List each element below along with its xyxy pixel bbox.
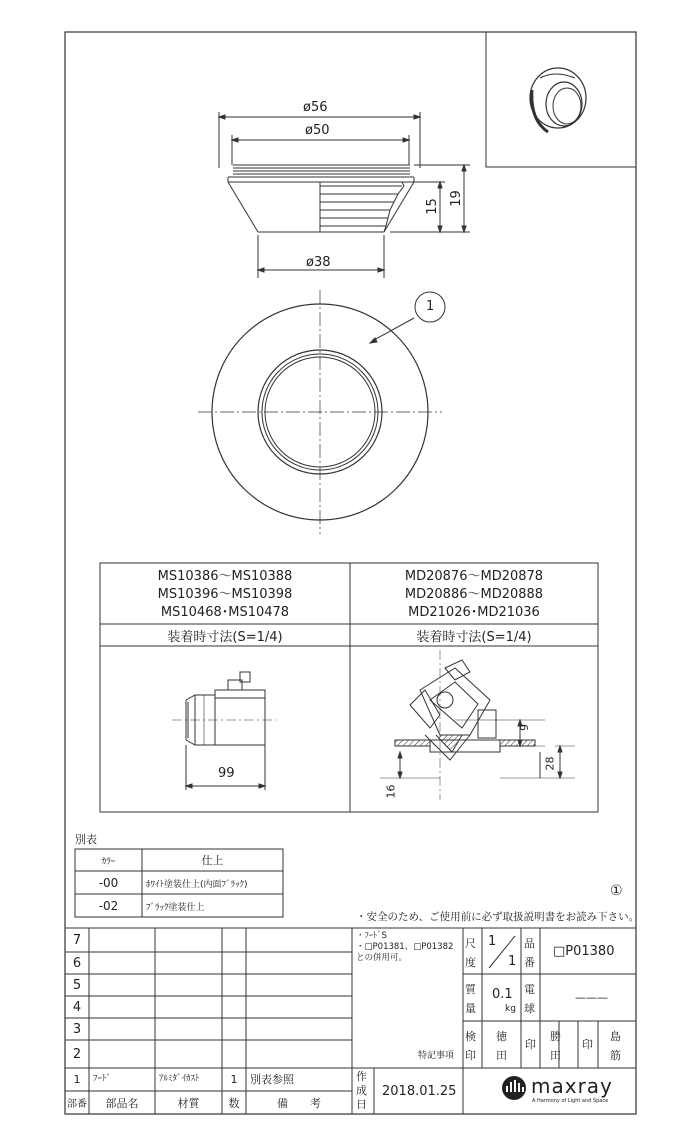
left-model-list — [100, 568, 350, 622]
header-remarks: 備 考 — [277, 1096, 321, 1110]
mass-unit: kg — [505, 1004, 516, 1014]
drawn-label-2: 成 — [356, 1084, 367, 1097]
scale-label — [465, 934, 476, 972]
part-remarks: 別表参照 — [250, 1073, 294, 1086]
appendix-finish-2: ﾌﾞﾗｯｸ塗装仕上 — [146, 903, 205, 913]
right-model-3: MD21026･MD21036 — [408, 605, 540, 620]
drawn-label-3: 日 — [356, 1098, 367, 1111]
iso-view-frame — [486, 32, 636, 167]
product-no-label — [524, 934, 535, 972]
mass-label-1: 質 — [465, 983, 476, 996]
row-number-2: 2 — [72, 1046, 82, 1062]
note-line-2: ・□P01381、□P01382 — [356, 942, 454, 952]
left-model-2: MS10396～MS10398 — [157, 587, 293, 602]
dim-inner-diameter: ø38 — [306, 255, 331, 270]
dim-outer-diameter: ø56 — [303, 100, 328, 115]
appendix-finish-1: ﾎﾜｲﾄ塗装仕上(内面ﾌﾞﾗｯｸ) — [146, 880, 248, 890]
approver-1 — [496, 1027, 507, 1065]
mass-value: 0.1 — [492, 987, 513, 1002]
special-notes-label: 特記事項 — [418, 1051, 455, 1061]
right-install-dim-c: 16 — [384, 784, 398, 799]
row-number-4: 4 — [72, 999, 82, 1015]
approver-2-line-1: 勝 — [550, 1030, 561, 1043]
right-install-dim-a: 9 — [518, 724, 531, 731]
right-model-1: MD20876～MD20878 — [404, 569, 544, 584]
bulb-label-1: 電 — [524, 983, 535, 996]
appendix-code-2: -02 — [98, 898, 119, 913]
product-number: □P01380 — [553, 944, 615, 959]
right-heading: 装着時寸法(S=1/4) — [416, 629, 532, 645]
mass-label — [465, 980, 476, 1018]
approver-1-line-2: 田 — [496, 1049, 507, 1062]
left-heading: 装着時寸法(S=1/4) — [167, 629, 283, 645]
part-no: 1 — [73, 1073, 81, 1086]
row-number-5: 5 — [72, 977, 82, 993]
brand-logo-mark — [502, 1076, 526, 1100]
check-label-2: 印 — [465, 1049, 476, 1062]
revision-mark: ① — [610, 883, 623, 899]
stamp-2: 印 — [582, 1038, 593, 1051]
iso-ring-view — [530, 68, 586, 132]
part-material: ｱﾙﾐﾀﾞｲｶｽﾄ — [159, 1074, 200, 1084]
side-view — [219, 112, 470, 278]
plan-view — [198, 290, 445, 534]
bulb-label — [524, 980, 535, 1018]
approver-3-line-2: 筋 — [610, 1049, 621, 1062]
header-no: 部番 — [67, 1099, 87, 1110]
dim-height-inner: 15 — [424, 198, 440, 215]
header-name: 部品名 — [105, 1096, 139, 1110]
approver-3 — [610, 1027, 621, 1065]
right-install-dim-b: 28 — [543, 756, 557, 771]
appendix-col-color: ｶﾗｰ — [101, 856, 116, 867]
scale-label-2: 度 — [465, 956, 476, 969]
approver-3-line-1: 島 — [610, 1030, 621, 1043]
drawn-label-1: 作 — [356, 1070, 367, 1083]
approver-2-line-2: 田 — [550, 1049, 561, 1062]
brand-tagline: A Harmony of Light and Space — [532, 1098, 609, 1104]
check-label — [465, 1027, 476, 1065]
appendix-title: 別表 — [75, 833, 97, 846]
bulb-label-2: 球 — [524, 1002, 535, 1015]
right-install-figure — [380, 650, 575, 800]
dim-mid-diameter: ø50 — [305, 123, 330, 138]
mass-label-2: 量 — [465, 1002, 476, 1015]
scale-numerator: 1 — [488, 934, 497, 949]
safety-note: ・安全のため、ご使用前に必ず取扱説明書をお読み下さい。 — [356, 911, 640, 923]
compat-notes — [356, 931, 453, 964]
part-balloon: 1 — [426, 299, 435, 314]
check-label-1: 検 — [465, 1030, 476, 1043]
left-install-dim: 99 — [218, 766, 235, 781]
part-qty: 1 — [230, 1073, 238, 1086]
row-number-3: 3 — [72, 1021, 82, 1037]
right-model-2: MD20886～MD20888 — [404, 587, 544, 602]
row-number-7: 7 — [72, 932, 82, 948]
bulb-value: ——— — [575, 991, 608, 1004]
note-line-1: ・ﾌｰﾄﾞS — [356, 931, 387, 941]
product-no-label-2: 番 — [524, 956, 535, 969]
part-name: ﾌｰﾄﾞ — [93, 1074, 112, 1084]
stamp-1: 印 — [525, 1038, 536, 1051]
scale-denominator: 1 — [508, 954, 517, 969]
right-model-list — [350, 568, 598, 622]
appendix-col-finish: 仕上 — [201, 854, 224, 867]
left-model-3: MS10468･MS10478 — [160, 605, 290, 620]
drawn-label — [356, 1070, 367, 1112]
note-line-3: との併用可。 — [356, 953, 408, 963]
left-model-1: MS10386～MS10388 — [157, 569, 293, 584]
dim-height-total: 19 — [448, 190, 464, 207]
row-number-6: 6 — [72, 955, 82, 971]
product-no-label-1: 品 — [524, 937, 535, 950]
drawn-date: 2018.01.25 — [382, 1084, 457, 1099]
scale-label-1: 尺 — [465, 937, 476, 950]
header-qty: 数 — [228, 1096, 240, 1110]
approver-2 — [550, 1027, 561, 1065]
brand-name: maxray — [531, 1074, 613, 1098]
appendix-code-1: -00 — [98, 875, 119, 890]
header-material: 材質 — [177, 1096, 200, 1110]
approver-1-line-1: 徳 — [496, 1030, 507, 1043]
